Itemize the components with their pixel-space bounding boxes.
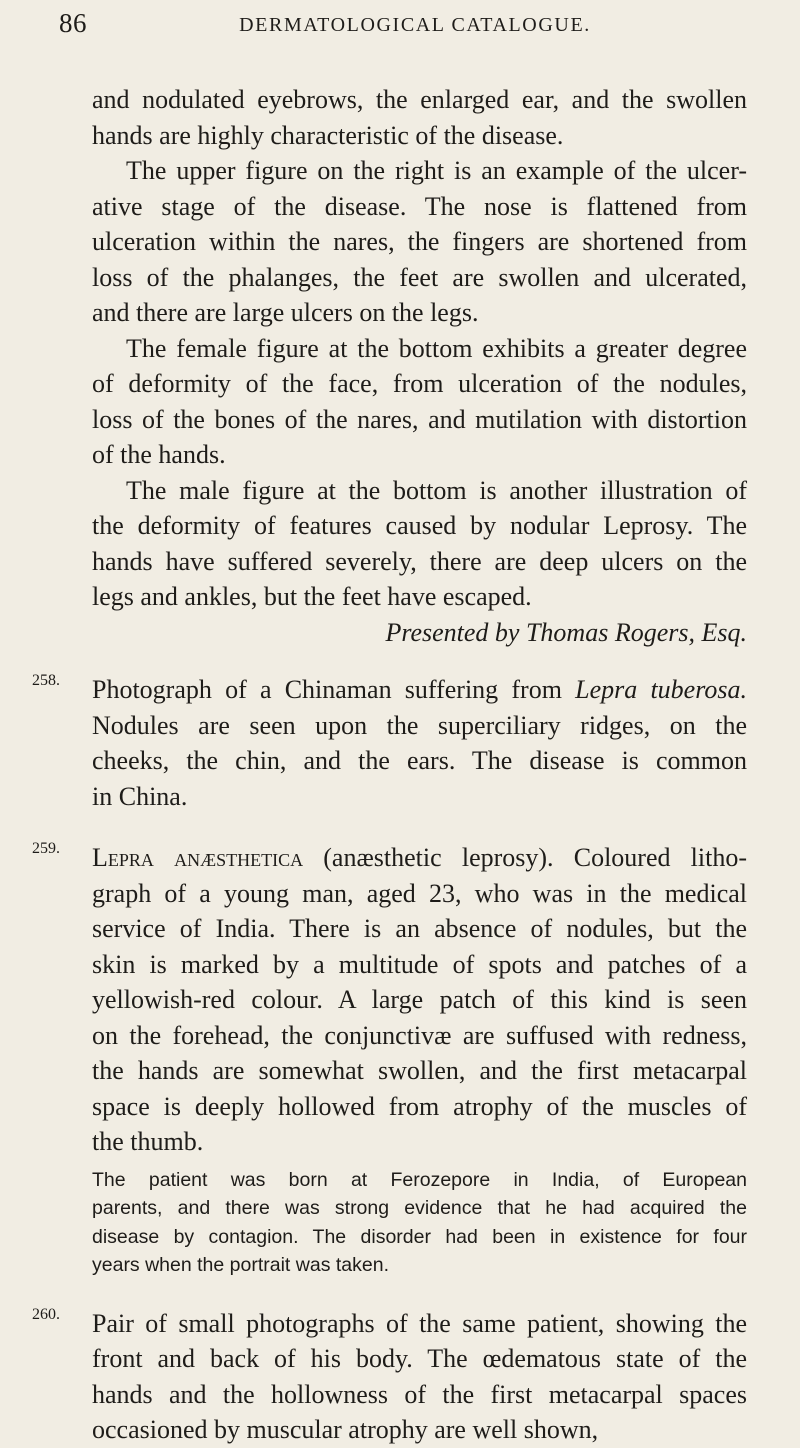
text-line: cheeks, the chin, and the ears. The disease is common [92,746,747,775]
entry-258-lead: Photograph of a Chinaman suffering from [92,675,576,704]
text-line: ative stage of the disease. The nose is flattened from [92,191,747,221]
text-line: hands are highly characteristic of the disease. [92,120,564,150]
text-line: and nodulated eyebrows, the enlarged ear, and the swollen [92,85,747,114]
entry-259-lead: (anæsthetic leprosy). Coloured litho- [303,843,748,872]
continuation-paragraph [92,82,747,153]
text-line: yellowish-red colour. A large patch of this kind is seen [92,985,747,1014]
entry-number: 260. [32,1305,60,1323]
catalogue-entry-258 [32,672,747,814]
text-line: legs and ankles, but the feet have escaped. [92,582,532,611]
presented-by-credit: Presented by Thomas Rogers, Esq. [385,617,747,647]
text-line: graph of a young man, aged 23, who was in the medical [92,878,747,908]
catalogue-entry-259 [32,840,748,1280]
paragraph-male-figure [92,473,747,615]
text-line: of the hands. [92,440,226,469]
entry-259-note [92,1166,747,1280]
running-title: DERMATOLOGICAL CATALOGUE. [239,14,591,36]
text-line: the thumb. [92,1127,204,1156]
text-line: loss of the phalanges, the feet are swollen and ulcerated, [92,262,747,292]
text-line: skin is marked by a multitude of spots and patches of a [92,949,747,979]
note-line: years when the portrait was taken. [92,1254,389,1276]
entry-number: 258. [32,672,60,689]
text-line: The male figure at the bottom is another illustration of [126,475,747,505]
text-line: in China. [92,781,188,811]
text-line: and there are large ulcers on the legs. [92,298,479,327]
entry-258-species: Lepra tuberosa. [575,675,747,704]
text-line: occasioned by muscular atrophy are well shown, [92,1415,599,1444]
text-line: The upper figure on the right is an example of the ulcer- [126,156,747,185]
text-line: space is deeply hollowed from atrophy of the muscles of [92,1091,747,1121]
text-line: the deformity of features caused by nodular Leprosy. The [92,511,747,540]
text-line: The female figure at the bottom exhibits a greater degree [126,333,747,363]
text-line: hands and the hollowness of the first metacarpal spaces [92,1379,747,1409]
paragraph-female-figure [92,331,747,473]
text-line: ulceration within the nares, the fingers are shortened from [92,227,747,256]
text-line: front and back of his body. The œdematous state of the [92,1344,747,1373]
note-line: disease by contagion. The disorder had been in existence for four [92,1225,747,1248]
paragraph-upper-figure [92,153,747,331]
text-line: hands have suffered severely, there are deep ulcers on the [92,546,747,576]
text-line: Nodules are seen upon the superciliary ridges, on the [92,710,747,740]
note-line: The patient was born at Ferozepore in India, of European [92,1168,747,1191]
text-line [92,840,747,876]
entry-259-heading: Lepra anæsthetica [92,843,304,872]
body-text [32,82,748,1448]
entry-number: 259. [32,840,60,857]
text-line: on the forehead, the conjunctivæ are suffused with redness, [92,1020,747,1050]
text-line: the hands are somewhat swollen, and the first metacarpal [92,1056,747,1085]
note-line: parents, and there was strong evidence that he had acquired the [92,1197,747,1219]
page-number: 86 [59,8,87,38]
text-line: service of India. There is an absence of nodules, but the [92,914,747,943]
text-line [92,672,747,708]
text-line: Pair of small photographs of the same patient, showing the [92,1308,747,1338]
text-line: of deformity of the face, from ulceration of the nodules, [92,369,747,398]
catalogue-entry-260 [32,1305,747,1448]
text-line: loss of the bones of the nares, and mutilation with distortion [92,404,747,434]
